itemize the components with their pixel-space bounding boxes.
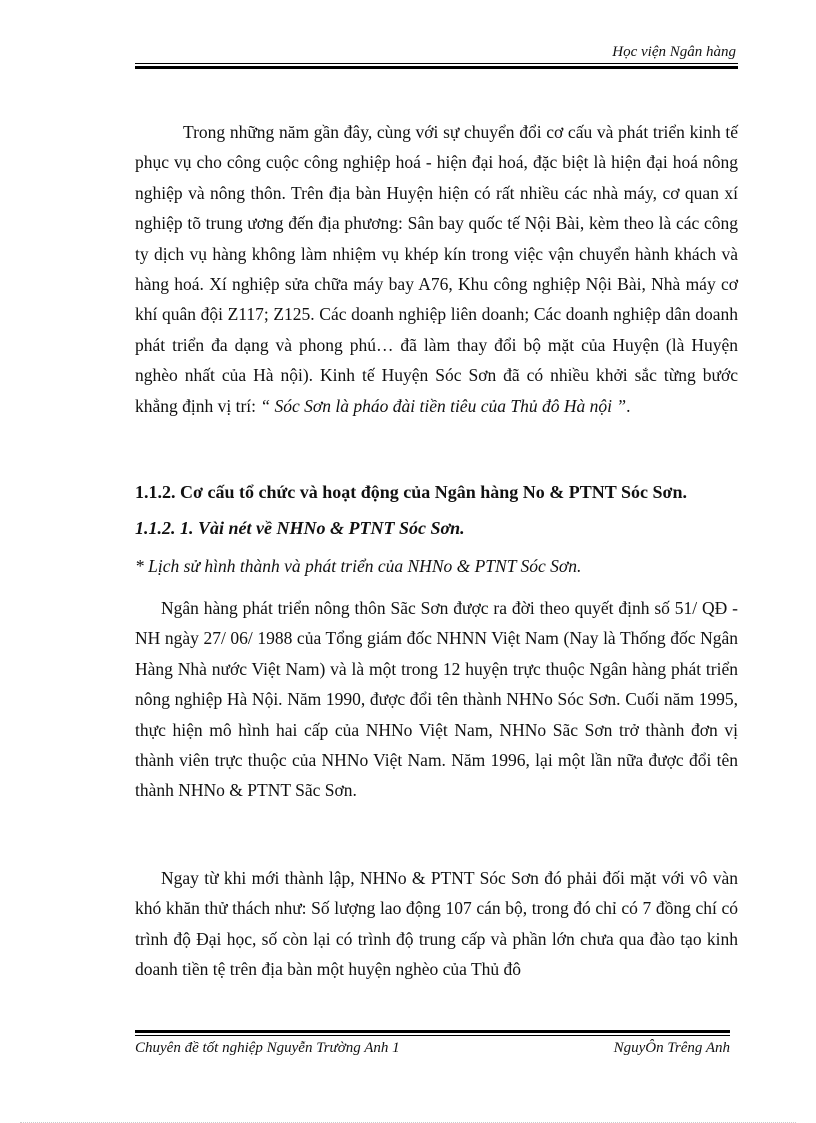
paragraph-challenges: Ngay từ khi mới thành lập, NHNo & PTNT Sóc Sơn đó phải đối mặt với vô vàn khó khăn thử thách như: Số lượng lao động 107 cán bộ, trong đó chỉ có 7 đồng chí có trình độ Đại học, số còn lại có trình độ trung cấp và phần lớn chưa qua đào tạo kinh doanh tiền tệ trên địa bàn một huyện nghèo của Thủ đô: [135, 868, 738, 980]
history-heading: * Lịch sử hình thành và phát triển của NHNo & PTNT Sóc Sơn.: [135, 556, 582, 576]
header-rule-thin: [135, 63, 738, 64]
footer-right-text: NguyÔn Trêng Anh: [613, 1040, 730, 1056]
paragraph-intro-text: Trong những năm gần đây, cùng với sự chuyển đổi cơ cấu và phát triển kinh tế phục vụ cho công cuộc công nghiệp hoá - hiện đại hoá, đặc biệt là hiện đại hoá nông nghiệp và nông thôn. Trên địa bàn Huyện hiện có rất nhiều các nhà máy, cơ quan xí nghiệp tõ trung ương đến địa phương: Sân bay quốc tế Nội Bài, kèm theo là các công ty dịch vụ hàng không làm nhiệm vụ khép kín trong việc vận chuyển hành khách và hàng hoá. Xí nghiệp sửa chữa máy bay A76, Khu công nghiệp Nội Bài, Nhà máy cơ khí quân đội Z117; Z125. Các doanh nghiệp liên doanh; Các doanh nghiệp dân doanh phát triển đa dạng và phong phú… đã làm thay đổi bộ mặt của Huyện (là Huyện nghèo nhất của Hà nội). Kinh tế Huyện Sóc Sơn đã có nhiều khởi sắc từng bước khẳng định vị trí:: [135, 122, 738, 416]
subsection-heading: 1.1.2. 1. Vài nét về NHNo & PTNT Sóc Sơn.: [135, 518, 465, 538]
footer-rule-thick: [135, 1030, 730, 1033]
footer-rule-thin: [135, 1035, 730, 1036]
quote-text: “ Sóc Sơn là pháo đài tiền tiêu của Thủ đô Hà nội ”: [260, 395, 627, 416]
header-rule-thick: [135, 66, 738, 69]
paragraph-history: Ngân hàng phát triển nông thôn Sãc Sơn được ra đời theo quyết định số 51/ QĐ - NH ngày 27/ 06/ 1988 của Tổng giám đốc NHNN Việt Nam (Nay là Thống đốc Ngân Hàng Nhà nước Việt Nam) và là một trong 12 huyện trực thuộc Ngân hàng phát triển nông nghiệp Hà Nội. Năm 1990, được đổi tên thành NHNo Sóc Sơn. Cuối năm 1995, thực hiện mô hình hai cấp của NHNo Việt Nam, NHNo Sãc Sơn trở thành đơn vị thành viên trực thuộc của NHNo Việt Nam. Năm 1996, lại một lần nữa được đổi tên thành NHNo & PTNT Sãc Sơn.: [135, 598, 738, 801]
section-heading: 1.1.2. Cơ cấu tổ chức và hoạt động của Ngân hàng No & PTNT Sóc Sơn.: [135, 482, 687, 502]
footer-left-text: Chuyên đề tốt nghiệp Nguyễn Trường Anh 1: [135, 1040, 400, 1056]
header-title: Học viện Ngân hàng: [612, 44, 736, 60]
paragraph-intro: [135, 117, 738, 421]
paragraph-intro-end: .: [626, 395, 631, 416]
